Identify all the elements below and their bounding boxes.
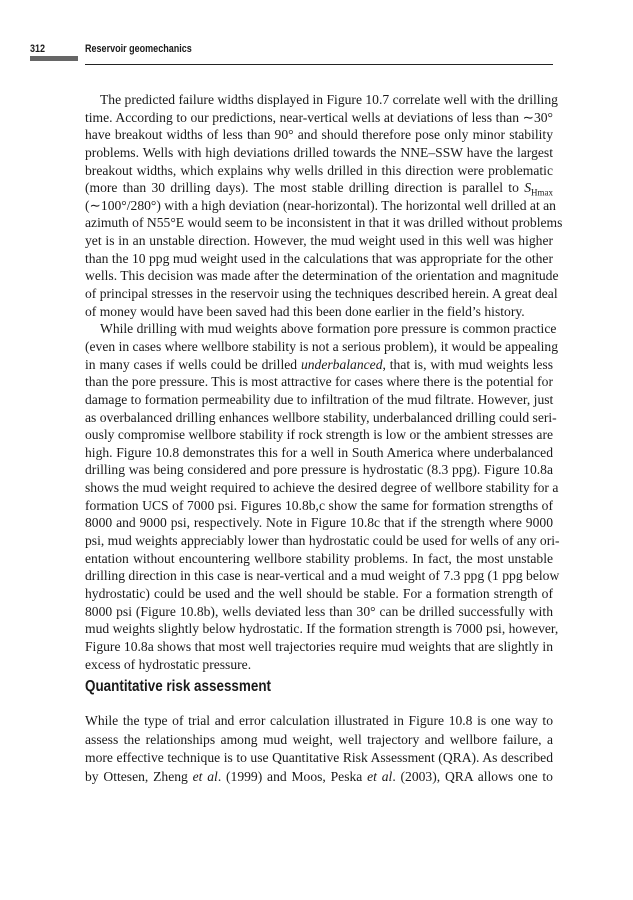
text-run [85,286,558,301]
text-content: underbalanced [300,356,383,372]
text-line [85,356,553,374]
text-content: of principal stresses in the reservoir using the techniques described herein. A great deal [85,286,558,302]
text-run [85,732,553,747]
text-run [85,392,553,407]
text-content: . (1999) and Moos, Peska [217,768,368,784]
text-run [85,462,553,477]
text-run [85,233,553,248]
text-run [85,713,553,728]
text-content: wells. This decision was made after the determination of the orientation and magnitude [85,268,559,284]
text-line [85,768,553,787]
text-line [85,144,553,162]
text-content: have breakout widths of less than 90° and should therefore pose only minor stability [85,127,553,143]
text-content: drilling was being considered and pore pressure is hydrostatic (8.3 ppg). Figure 10.8a [85,462,553,478]
text-run [85,498,553,513]
paragraph [85,320,560,673]
paragraph [85,91,563,320]
text-run [85,410,557,425]
text-content: psi, mud weights appreciably lower than hydrostatic could be used for wells of any ori- [85,533,560,549]
text-line [85,426,553,444]
text-run [85,163,553,178]
text-run [218,769,367,784]
text-run [85,639,553,654]
text-content: ously compromise wellbore stability if rock strength is low or the ambient stresses are [85,427,553,443]
text-line [85,514,553,532]
page-number: 312 [30,43,46,55]
text-line [85,603,553,621]
text-content: as overbalanced drilling enhances wellbore stability, underbalanced drilling could seri- [85,409,557,425]
text-content: shows the mud weight required to achieve the desired degree of wellbore stability for a [85,480,559,496]
text-content: (even in cases where wellbore stability is not a serious problem), it would be appealing [85,338,559,354]
text-line [85,409,557,427]
text-content: azimuth of N55°E would seem to be inconsistent in that it was drilled without problems [85,215,563,231]
text-run [100,321,556,336]
text-content: (more than 30 drilling days). The most stable drilling direction is parallel to [85,180,525,196]
running-title: Reservoir geomechanics [85,43,192,55]
text-content: 8000 psi (Figure 10.8b), wells deviated less than 30° can be drilled successfully with [85,603,553,619]
text-run [85,568,559,583]
text-line [85,320,557,338]
text-line [85,550,553,568]
text-line [85,232,553,250]
text-run [85,657,251,672]
body-text [85,91,563,673]
text-run [85,445,553,460]
text-run [392,769,553,784]
text-run [85,357,301,372]
text-run [85,180,524,195]
text-line [85,214,563,232]
text-content: excess of hydrostatic pressure. [85,656,252,672]
text-run [85,515,553,530]
text-line [85,109,553,127]
text-content: formation UCS of 7000 psi. Figures 10.8b,c show the same for formation strengths of [85,497,553,513]
italic-text [193,769,218,784]
text-line [85,391,553,409]
text-run [85,304,525,319]
text-content: (∼100°/280°) with a high deviation (near-horizontal). The horizontal well drilled at an [85,197,556,213]
text-run [85,145,553,160]
page-number-bar [30,56,78,61]
text-line [85,712,553,731]
text-content: 8000 and 9000 psi, respectively. Note in Figure 10.8c that if the strength where 9000 [85,515,553,531]
text-run [85,551,553,566]
text-run [85,533,560,548]
text-line [85,731,553,750]
text-content: et al [192,768,218,784]
text-line [85,567,560,585]
text-line [85,285,558,303]
text-content: entation without encountering wellbore stability problems. In fact, the most unstable [85,550,553,566]
text-run [383,357,554,372]
text-content: yet is in an unstable direction. However, the mud weight used in this well was higher [85,233,553,249]
text-run [85,480,558,495]
text-line [85,373,553,391]
text-content: While the type of trial and error calculation illustrated in Figure 10.8 is one way to [85,713,553,728]
header-rule [85,64,553,65]
text-run [85,621,558,636]
text-line [85,338,559,356]
text-content: , that is, with mud weights less [382,356,553,372]
text-run [85,769,193,784]
text-content: breakout widths, which explains why wells drilled in this direction were problematic [85,162,553,178]
text-content: hydrostatic) could be used and the well should be stable. For a formation strength of [85,585,553,601]
text-content: time. According to our predictions, near-vertical wells at deviations of less than ∼30° [85,109,553,125]
text-run [100,92,558,107]
text-line [85,303,553,321]
text-line [85,479,559,497]
text-line [85,197,556,215]
text-content: than the pore pressure. This is most attractive for cases where there is the potential for [85,374,553,390]
text-content: drilling direction in this case is near-vertical and a mud weight of 7.3 ppg (1 ppg below [85,568,560,584]
text-run [85,110,553,125]
text-run [85,251,553,266]
text-line [85,444,553,462]
text-content: more effective technique is to use Quantitative Risk Assessment (QRA). As described [85,750,553,766]
text-content: . (2003), QRA allows one to [392,768,553,784]
text-run [85,750,553,765]
text-content: S [524,180,531,196]
text-content: et al [367,768,393,784]
text-run [85,427,553,442]
text-content: of money would have been saved had this been done earlier in the field’s history. [85,303,525,319]
subscript: Hmax [531,187,553,198]
text-line [85,267,559,285]
text-content: While drilling with mud weights above formation pore pressure is common practice [100,321,557,337]
text-line [85,179,553,197]
text-content: mud weights slightly below hydrostatic. If the formation strength is 7000 psi, however, [85,621,559,637]
italic-text [524,180,553,198]
text-line [85,638,553,656]
text-line [85,497,553,515]
text-run [85,586,553,601]
italic-text [367,769,392,784]
text-line [85,585,553,603]
text-content: Figure 10.8a shows that most well trajectories require mud weights that are slightly in [85,638,553,654]
text-content: assess the relationships among mud weight, well trajectory and wellbore failure, a [85,731,553,747]
text-line [85,749,553,768]
text-line [85,656,553,674]
text-content: in many cases if wells could be drilled [85,356,301,372]
text-line [85,620,559,638]
section-body-text [85,712,553,786]
text-line [85,91,558,109]
text-content: high. Figure 10.8 demonstrates this for a well in South America where underbalanced [85,444,553,460]
text-run [85,604,553,619]
text-content: damage to formation permeability due to infiltration of the mud filtrate. However, just [85,391,554,407]
text-line [85,532,560,550]
section-heading: Quantitative risk assessment [85,678,272,695]
text-run [85,268,559,283]
text-line [85,162,553,180]
text-run [85,198,556,213]
text-content: The predicted failure widths displayed in Figure 10.7 correlate well with the drilling [100,92,558,107]
text-line [85,250,553,268]
text-run [85,215,562,230]
text-content: by Ottesen, Zheng [85,768,193,784]
text-line [85,461,553,479]
text-run [85,339,558,354]
text-line [85,126,553,144]
text-run [85,374,553,389]
text-content: problems. Wells with high deviations drilled towards the NNE–SSW have the largest [85,144,553,160]
text-run [85,127,553,142]
text-content: than the 10 ppg mud weight used in the calculations that was appropriate for the other [85,250,553,266]
italic-text [301,357,383,372]
